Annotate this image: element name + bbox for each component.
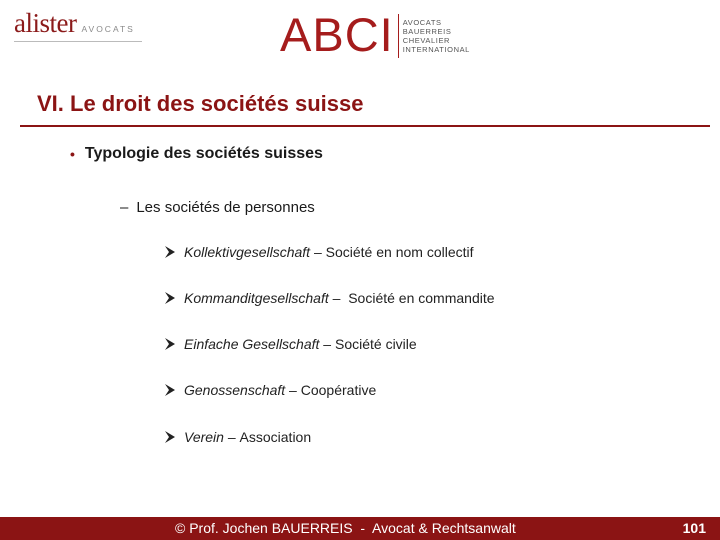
bullet-dash-icon: – [120, 199, 129, 216]
arrow-bullet-icon [163, 430, 177, 444]
page-number: 101 [682, 520, 706, 536]
title-underline [20, 125, 710, 127]
alister-logo-text: alister [14, 8, 77, 38]
bullet-dot-icon: • [70, 146, 75, 162]
abci-line: BAUERREIS [402, 27, 452, 36]
alister-logo-subtitle: AVOCATS [81, 24, 135, 34]
french-term: Association [239, 429, 312, 445]
arrow-bullet-icon [163, 337, 177, 351]
footer-bar [0, 517, 720, 540]
slide-title: VI. Le droit des sociétés suisse [37, 91, 364, 116]
term-separator: – [223, 429, 240, 445]
french-term: Société en nom collectif [325, 244, 474, 260]
abci-logo [280, 10, 470, 60]
term-separator: – [285, 382, 301, 398]
french-term: Société civile [334, 336, 417, 352]
list-item [163, 382, 376, 398]
abci-logo-divider [398, 14, 399, 58]
abci-line: INTERNATIONAL [402, 45, 470, 54]
term-separator: – [310, 244, 326, 260]
footer-credit: © Prof. Jochen BAUERREIS - Avocat & Rechtsanwalt [175, 520, 516, 536]
bullet-level-1 [70, 145, 323, 163]
arrow-bullet-icon [163, 291, 177, 305]
list-item [163, 244, 474, 260]
german-term: Einfache Gesellschaft [184, 336, 320, 352]
term-separator: – [319, 336, 335, 352]
abci-logo-names [403, 10, 470, 54]
abci-logo-text: ABCI [280, 8, 394, 61]
german-term: Kommanditgesellschaft [184, 290, 329, 306]
bullet-level-2 [120, 199, 315, 216]
list-item [163, 429, 311, 445]
abci-line: AVOCATS [402, 18, 442, 27]
german-term: Genossenschaft [184, 382, 286, 398]
bullet-level-2-text: Les sociétés de personnes [136, 199, 315, 216]
arrow-bullet-icon [163, 383, 177, 397]
bullet-level-1-text: Typologie des sociétés suisses [84, 145, 323, 162]
french-term: Société en commandite [348, 290, 495, 306]
arrow-bullet-icon [163, 245, 177, 259]
alister-logo-rule [14, 41, 142, 42]
alister-logo [14, 8, 135, 39]
abci-line: CHEVALIER [402, 36, 451, 45]
german-term: Kollektivgesellschaft [184, 244, 311, 260]
term-separator: – [328, 290, 349, 306]
list-item [163, 290, 495, 306]
list-item [163, 336, 417, 352]
german-term: Verein [184, 429, 224, 445]
french-term: Coopérative [300, 382, 377, 398]
